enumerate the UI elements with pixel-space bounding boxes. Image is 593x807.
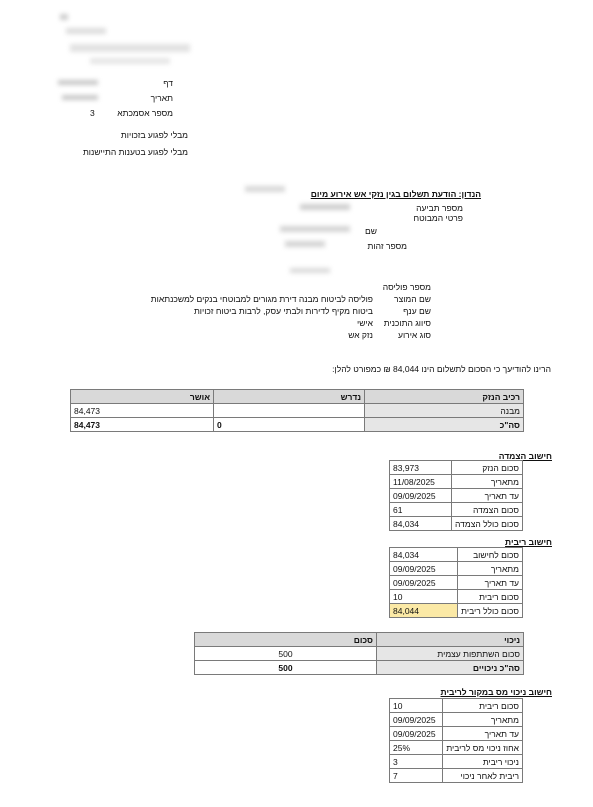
table-cell: אחוז ניכוי מס לריבית (443, 741, 523, 755)
redacted-policy-number (290, 268, 330, 273)
branch-name-value: ביטוח מקיף לדירות ולבתי עסק, לרבות ביטוח זכויות (193, 306, 373, 316)
table-cell: 7 (390, 769, 443, 783)
insured-details-label: פרטי המבוטח (413, 213, 463, 223)
redacted-claim-number (300, 204, 350, 210)
policy-number-label: מספר פוליסה (382, 282, 431, 292)
table-cell: 25% (390, 741, 443, 755)
product-name-label: שם המוצר (394, 294, 431, 304)
table-cell: עד תאריך (458, 576, 523, 590)
branch-name-label: שם ענף (403, 306, 431, 316)
table-cell: 61 (390, 503, 452, 517)
redacted-page-number (58, 80, 98, 85)
table-cell: סה"כ (365, 418, 524, 432)
damage-table (70, 389, 524, 432)
event-type-label: סוג אירוע (398, 330, 431, 340)
table-row (390, 699, 523, 713)
table-cell: סכום השתתפות עצמית (377, 647, 524, 661)
redacted-event-date (245, 186, 285, 192)
insured-name-label: שם (365, 226, 377, 236)
table-cell: ניכוי ריבית (443, 755, 523, 769)
redacted-id-number (285, 241, 325, 247)
table-cell: 09/09/2025 (390, 576, 458, 590)
table-row (390, 548, 523, 562)
table-cell: סה"כ ניכויים (377, 661, 524, 675)
redacted-logo (60, 14, 68, 20)
tax-table (389, 698, 523, 783)
table-cell: 84,034 (390, 517, 452, 531)
column-header: נדרש (214, 390, 365, 404)
table-cell: 83,973 (390, 461, 452, 475)
redacted-address (90, 58, 170, 64)
table-cell: 09/09/2025 (390, 713, 443, 727)
table-cell: סכום כולל ריבית (458, 604, 523, 618)
table-cell: סכום ריבית (443, 699, 523, 713)
table-cell: ריבית לאחר ניכוי (443, 769, 523, 783)
table-cell: עד תאריך (452, 489, 523, 503)
product-name-value: פוליסה לביטוח מבנה דירת מגורים למבוטחי בנקים למשכנתאות (150, 294, 373, 304)
table-cell: 3 (390, 755, 443, 769)
id-number-label: מספר זהות (367, 241, 407, 251)
table-row (71, 404, 524, 418)
table-cell: 0 (214, 418, 365, 432)
table-row (195, 647, 524, 661)
redacted-address (66, 28, 106, 34)
table-cell: 09/09/2025 (390, 562, 458, 576)
table-row (390, 769, 523, 783)
table-row (390, 576, 523, 590)
table-cell: 10 (390, 590, 458, 604)
interest-title: חישוב ריבית (505, 537, 552, 547)
plan-type-value: אישי (357, 318, 373, 328)
table-row (390, 461, 523, 475)
event-type-value: נזק אש (348, 330, 373, 340)
table-cell: 84,473 (71, 404, 214, 418)
redacted-date (62, 95, 98, 100)
recipient-line-2: מבלי לפגוע בטענות התיישנות (82, 147, 188, 157)
table-row (390, 517, 523, 531)
redacted-address (70, 44, 190, 52)
table-cell: מתאריך (458, 562, 523, 576)
table-cell: סכום ריבית (458, 590, 523, 604)
column-header: רכיב הנזק (365, 390, 524, 404)
table-row (390, 562, 523, 576)
reference-label: מספר אסמכתא (117, 108, 173, 118)
table-cell: 84,473 (71, 418, 214, 432)
table-cell: מתאריך (443, 713, 523, 727)
highlighted-total-with-interest: 84,044 (390, 604, 458, 618)
table-cell: 09/09/2025 (390, 727, 443, 741)
table-row (195, 661, 524, 675)
table-cell: מבנה (365, 404, 524, 418)
table-row (390, 489, 523, 503)
table-cell: עד תאריך (443, 727, 523, 741)
table-row (390, 604, 523, 618)
table-cell: 500 (195, 661, 377, 675)
interest-table (389, 547, 523, 618)
column-header: אושר (71, 390, 214, 404)
table-cell: 10 (390, 699, 443, 713)
tax-title: חישוב ניכוי מס במקור לריבית (440, 687, 552, 697)
page-label: דף (163, 78, 173, 88)
claim-number-label: מספר תביעה (416, 203, 463, 213)
table-cell: 09/09/2025 (390, 489, 452, 503)
table-cell: סכום הצמדה (452, 503, 523, 517)
table-row (71, 418, 524, 432)
damage-table-header (71, 390, 524, 404)
reference-value: 3 (90, 108, 95, 118)
table-row (390, 590, 523, 604)
indexation-table (389, 460, 523, 531)
indexation-title: חישוב הצמדה (498, 451, 552, 461)
table-cell: סכום לחישוב (458, 548, 523, 562)
plan-type-label: סיווג התוכנית (383, 318, 431, 328)
table-cell: מתאריך (452, 475, 523, 489)
redacted-insured-name (280, 226, 350, 232)
payment-intro: הרינו להודיעך כי הסכום לתשלום הינו 84,044 ₪ כמפורט להלן: (332, 364, 551, 374)
column-header: ניכוי (377, 633, 524, 647)
recipient-line-1: מבלי לפגוע בזכויות (120, 130, 188, 140)
table-row (390, 475, 523, 489)
table-cell: 84,034 (390, 548, 458, 562)
table-cell (214, 404, 365, 418)
table-row (390, 503, 523, 517)
table-cell: 11/08/2025 (390, 475, 452, 489)
date-label: תאריך (150, 93, 173, 103)
table-cell: 500 (195, 647, 377, 661)
table-cell: סכום הנזק (452, 461, 523, 475)
table-row (390, 727, 523, 741)
table-cell: סכום כולל הצמדה (452, 517, 523, 531)
table-row (390, 741, 523, 755)
table-row (390, 755, 523, 769)
table-row (390, 713, 523, 727)
deductions-header (195, 633, 524, 647)
deductions-table (194, 632, 524, 675)
column-header: סכום (195, 633, 377, 647)
subject-line: הנדון: הודעת תשלום בגין נזקי אש אירוע מיום (310, 189, 481, 199)
